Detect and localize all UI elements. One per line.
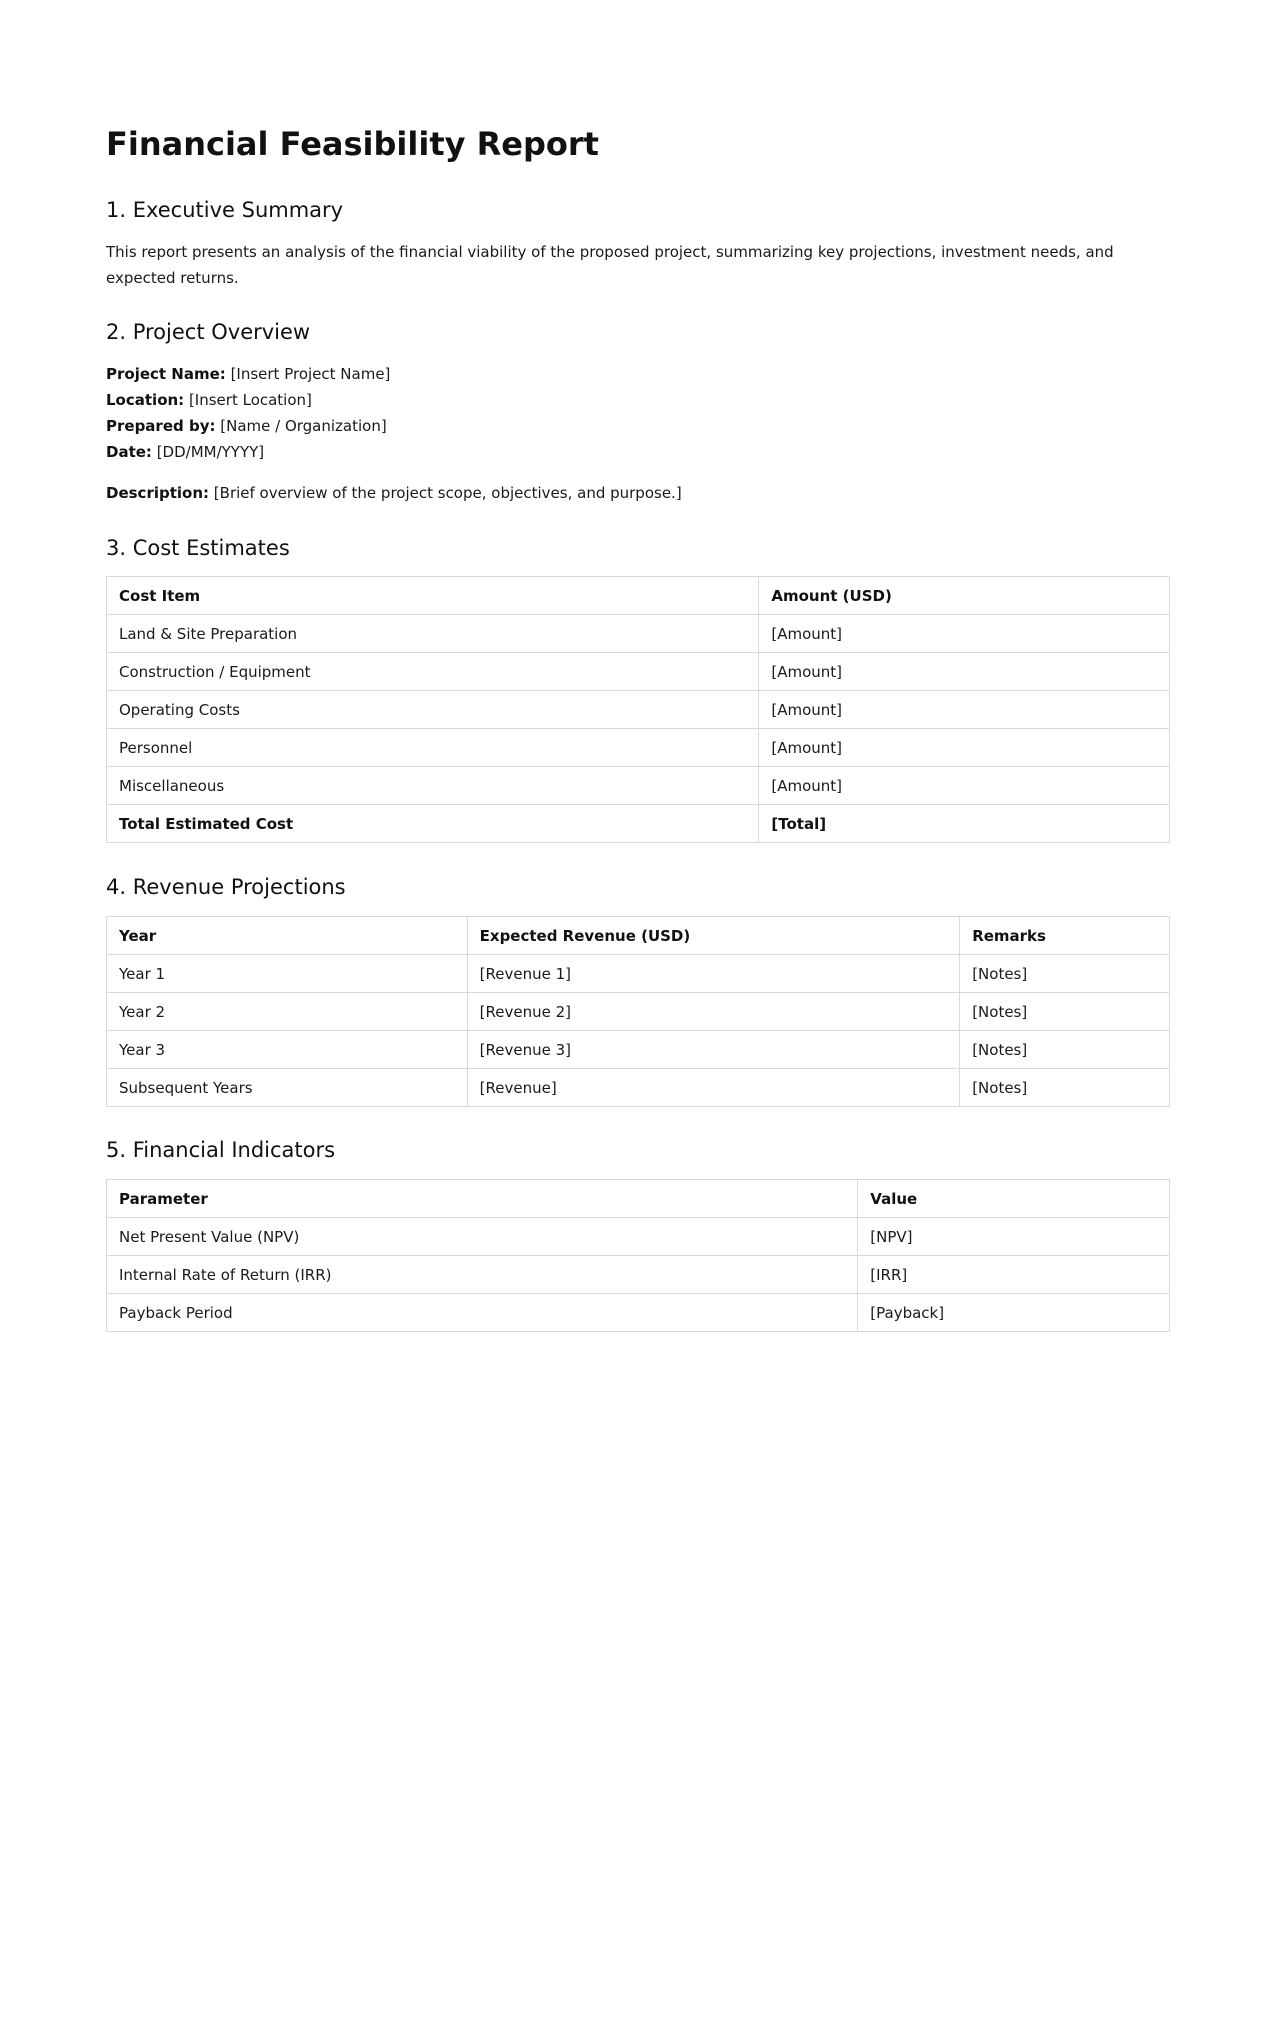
table-cell: [Amount] xyxy=(759,729,1170,767)
column-header: Parameter xyxy=(107,1180,858,1218)
executive-summary-text: This report presents an analysis of the financial viability of the proposed project, summarizing key projections, investment needs, and expected returns. xyxy=(106,243,1114,287)
table-cell: [Revenue 1] xyxy=(467,955,960,993)
total-label: Total Estimated Cost xyxy=(107,805,759,843)
table-row xyxy=(107,691,1170,729)
table-cell: [NPV] xyxy=(858,1218,1170,1256)
revenue-projections-heading: 4. Revenue Projections xyxy=(106,875,346,899)
total-value: [Total] xyxy=(759,805,1170,843)
column-header: Amount (USD) xyxy=(759,577,1170,615)
table-cell: [Notes] xyxy=(960,1069,1170,1107)
table-cell: Payback Period xyxy=(107,1294,858,1332)
table-cell: Internal Rate of Return (IRR) xyxy=(107,1256,858,1294)
table-cell: Miscellaneous xyxy=(107,767,759,805)
report-title: Financial Feasibility Report xyxy=(106,125,599,163)
project-name-value: [Insert Project Name] xyxy=(230,365,391,383)
prepared-by-line xyxy=(106,413,387,439)
table-header-row xyxy=(107,917,1170,955)
financial-indicators-table xyxy=(106,1179,1170,1332)
table-cell: Year 3 xyxy=(107,1031,468,1069)
table-cell: [Notes] xyxy=(960,955,1170,993)
table-header-row xyxy=(107,1180,1170,1218)
date-line xyxy=(106,439,264,465)
prepared-by-value: [Name / Organization] xyxy=(220,417,387,435)
table-cell: [Revenue 3] xyxy=(467,1031,960,1069)
table-cell: Land & Site Preparation xyxy=(107,615,759,653)
date-label: Date: xyxy=(106,443,152,461)
table-row xyxy=(107,1294,1170,1332)
table-cell: Net Present Value (NPV) xyxy=(107,1218,858,1256)
total-row xyxy=(107,805,1170,843)
description-label: Description: xyxy=(106,484,210,502)
table-row xyxy=(107,1031,1170,1069)
table-cell: Year 1 xyxy=(107,955,468,993)
table-row xyxy=(107,1256,1170,1294)
date-value: [DD/MM/YYYY] xyxy=(156,443,265,461)
table-cell: Subsequent Years xyxy=(107,1069,468,1107)
table-row xyxy=(107,767,1170,805)
location-label: Location: xyxy=(106,391,185,409)
table-cell: [Revenue] xyxy=(467,1069,960,1107)
location-value: [Insert Location] xyxy=(188,391,312,409)
table-cell: Year 2 xyxy=(107,993,468,1031)
description-line xyxy=(106,480,682,506)
table-header-row xyxy=(107,577,1170,615)
table-row xyxy=(107,993,1170,1031)
description-value: [Brief overview of the project scope, objectives, and purpose.] xyxy=(213,484,682,502)
revenue-projections-table xyxy=(106,916,1170,1107)
table-cell: [Notes] xyxy=(960,993,1170,1031)
project-overview-heading: 2. Project Overview xyxy=(106,320,311,344)
table-row xyxy=(107,1069,1170,1107)
project-name-line xyxy=(106,361,390,387)
table-cell: Personnel xyxy=(107,729,759,767)
financial-indicators-heading: 5. Financial Indicators xyxy=(106,1138,336,1162)
executive-summary-heading: 1. Executive Summary xyxy=(106,198,344,222)
table-row xyxy=(107,729,1170,767)
report-page xyxy=(106,0,1170,1322)
cost-estimates-table xyxy=(106,576,1170,843)
table-row xyxy=(107,955,1170,993)
table-cell: [Amount] xyxy=(759,767,1170,805)
prepared-by-label: Prepared by: xyxy=(106,417,216,435)
table-cell: [Amount] xyxy=(759,615,1170,653)
table-cell: [Revenue 2] xyxy=(467,993,960,1031)
column-header: Cost Item xyxy=(107,577,759,615)
table-cell: [Notes] xyxy=(960,1031,1170,1069)
cost-estimates-heading: 3. Cost Estimates xyxy=(106,536,290,560)
column-header: Remarks xyxy=(960,917,1170,955)
table-cell: [Amount] xyxy=(759,653,1170,691)
table-cell: [Amount] xyxy=(759,691,1170,729)
table-cell: Construction / Equipment xyxy=(107,653,759,691)
table-row xyxy=(107,1218,1170,1256)
table-cell: [IRR] xyxy=(858,1256,1170,1294)
table-cell: [Payback] xyxy=(858,1294,1170,1332)
table-row xyxy=(107,615,1170,653)
table-row xyxy=(107,653,1170,691)
project-name-label: Project Name: xyxy=(106,365,226,383)
location-line xyxy=(106,387,312,413)
column-header: Value xyxy=(858,1180,1170,1218)
column-header: Year xyxy=(107,917,468,955)
table-cell: Operating Costs xyxy=(107,691,759,729)
column-header: Expected Revenue (USD) xyxy=(467,917,960,955)
